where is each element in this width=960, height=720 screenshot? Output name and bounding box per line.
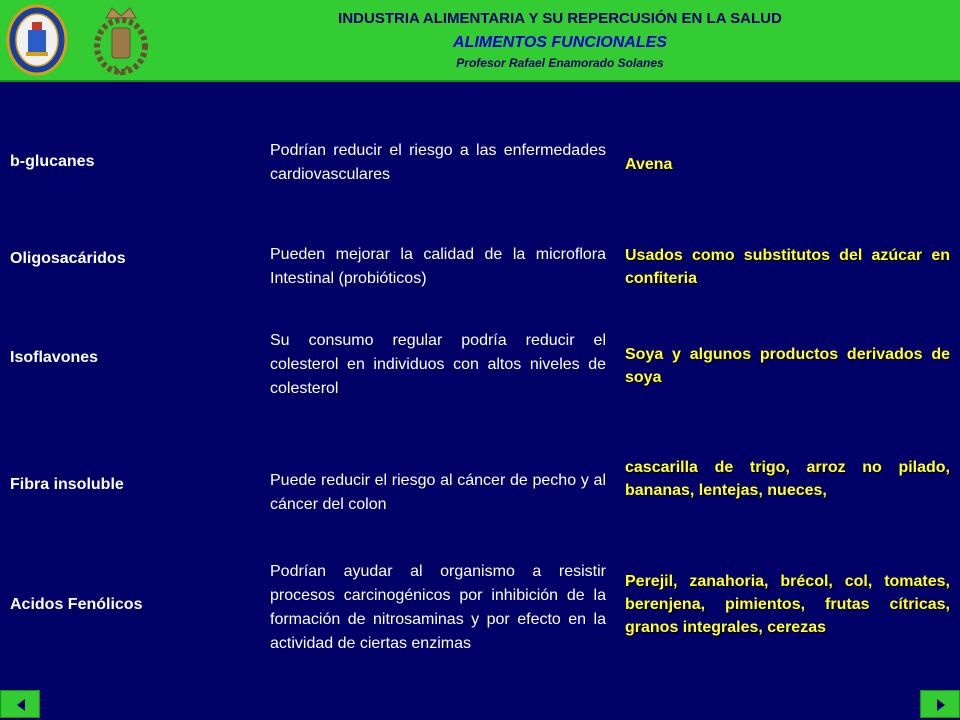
compound-source: Usados como substitutos del azúcar en confiteria — [625, 247, 950, 287]
next-slide-button[interactable] — [920, 690, 960, 718]
compound-effect: Podrían ayudar al organismo a resistir procesos carcinogénicos por inhibición de la formación de nitrosaminas y por efecto en la actividad de ciertas enzimas — [270, 563, 606, 652]
compound-name: Fibra insoluble — [10, 476, 124, 493]
university-seal-icon — [6, 4, 68, 76]
compound-source: Avena — [625, 156, 673, 173]
compound-effect: Pueden mejorar la calidad de la microflora Intestinal (probióticos) — [270, 246, 606, 287]
header-author: Profesor Rafael Enamorado Solanes — [456, 56, 664, 70]
crown-wreath-emblem-icon — [88, 4, 154, 76]
previous-slide-button[interactable] — [0, 690, 40, 718]
compound-name: Oligosacáridos — [10, 250, 126, 267]
compound-source: cascarilla de trigo, arroz no pilado, bananas, lentejas, nueces, — [625, 459, 950, 499]
compound-name: Acidos Fenólicos — [10, 596, 143, 613]
compound-effect: Su consumo regular podría reducir el colesterol en individuos con altos niveles de colesterol — [270, 332, 606, 397]
compound-effect: Podrían reducir el riesgo a las enfermedades cardiovasculares — [270, 142, 606, 183]
header-subtitle: ALIMENTOS FUNCIONALES — [453, 34, 667, 51]
arrow-left-icon — [13, 697, 29, 713]
compound-name: Isoflavones — [10, 349, 99, 366]
header-title: INDUSTRIA ALIMENTARIA Y SU REPERCUSIÓN EN LA SALUD — [338, 10, 782, 27]
compound-effect: Puede reducir el riesgo al cáncer de pecho y al cáncer del colon — [270, 472, 606, 513]
compound-source: Soya y algunos productos derivados de soya — [625, 346, 950, 386]
compound-source: Perejil, zanahoria, brécol, col, tomates, berenjena, pimientos, frutas cítricas, granos integrales, cerezas — [625, 573, 950, 636]
arrow-right-icon — [933, 697, 949, 713]
compound-name: b-glucanes — [10, 153, 95, 170]
header-bar — [0, 0, 960, 82]
